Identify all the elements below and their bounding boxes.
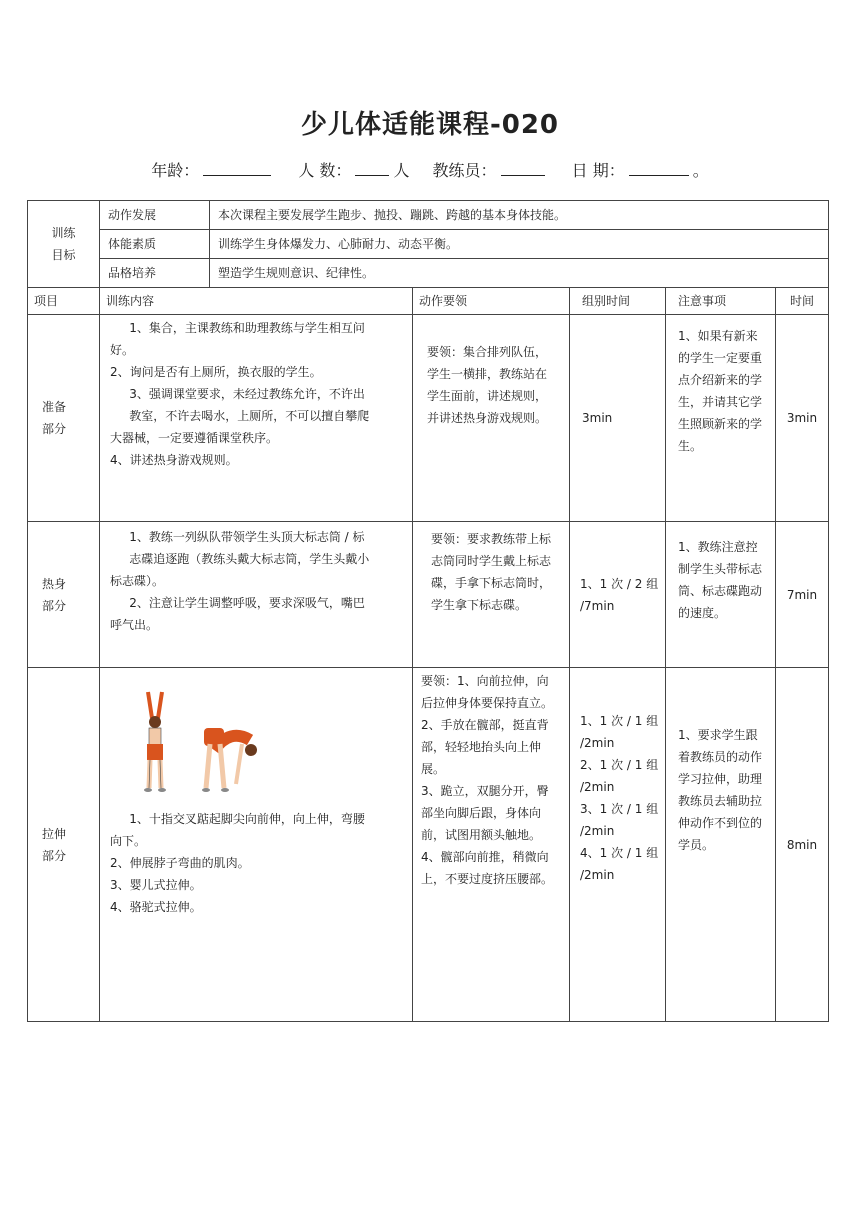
header-key-points: 动作要领 (413, 288, 570, 315)
section-name (28, 522, 100, 668)
goals-label-line-2: 目标 (51, 248, 76, 262)
content-line: 2、询问是否有上厕所，换衣服的学生。 (110, 365, 322, 379)
people-unit: 人 (393, 161, 410, 180)
content-line: 教室，不许去喝水，上厕所，不可以擅自攀爬 (129, 409, 370, 423)
content-line: 大器械，一定要遵循课堂秩序。 (110, 431, 279, 445)
table-row (28, 315, 829, 522)
goal-text: 训练学生身体爆发力、心肺耐力、动态平衡。 (210, 230, 829, 259)
key-points-text: 要领：集合排列队伍，学生一横排，教练站在学生面前，讲述规则，并讲述热身游戏规则。 (427, 345, 548, 425)
content-line: 2、伸展脖子弯曲的肌肉。 (110, 856, 250, 870)
notes (666, 522, 776, 668)
table-header-row (28, 288, 829, 315)
table-row (28, 522, 829, 668)
goal-text: 塑造学生规则意识、纪律性。 (210, 259, 829, 288)
page-title: 少儿体适能课程-020 (300, 110, 560, 140)
group-time-line: 3、1 次 / 1 组 /2min (580, 802, 663, 838)
group-time-line: 2、1 次 / 1 组 /2min (580, 758, 663, 794)
section-name-line-2: 部分 (42, 422, 67, 436)
goals-label-line-1: 训练 (51, 226, 76, 240)
time: 8min (776, 668, 829, 1022)
goals-table (27, 200, 829, 288)
group-time-line: 4、1 次 / 1 组 /2min (580, 846, 663, 882)
content-line: 志碟追逐跑（教练头戴大标志筒，学生头戴小 (129, 552, 370, 566)
goal-row (28, 259, 829, 288)
group-time: 3min (570, 315, 666, 522)
section-content (100, 315, 413, 522)
notes-text: 1、要求学生跟着教练员的动作学习拉伸，助理教练员去辅助拉伸动作不到位的学员。 (678, 728, 763, 852)
coach-field[interactable] (501, 161, 545, 176)
key-points (413, 315, 570, 522)
group-time: 1、1 次 / 2 组 /7min (570, 522, 666, 668)
group-time-line: 1、1 次 / 1 组 /2min (580, 714, 663, 750)
content-line: 4、讲述热身游戏规则。 (110, 453, 238, 467)
goal-label: 动作发展 (100, 201, 210, 230)
people-field[interactable] (355, 161, 389, 176)
section-name (28, 668, 100, 1022)
content-line: 2、注意让学生调整呼吸，要求深吸气，嘴巴 (129, 596, 365, 610)
content-line: 标志碟）。 (110, 574, 165, 588)
key-points-text: 2、手放在髋部，挺直背部，轻轻地抬头向上伸展。 (421, 718, 549, 776)
header-content: 训练内容 (100, 288, 413, 315)
stretching-figures-icon (110, 688, 406, 808)
content-line: 好。 (110, 343, 135, 357)
header-time: 时间 (776, 288, 829, 315)
age-field[interactable] (203, 161, 271, 176)
content-line: 3、强调课堂要求，未经过教练允许，不许出 (129, 387, 365, 401)
notes (666, 315, 776, 522)
group-time (570, 668, 666, 1022)
goal-text: 本次课程主要发展学生跑步、抛投、蹦跳、跨越的基本身体技能。 (210, 201, 829, 230)
key-points-text: 3、跪立，双腿分开，臀部坐向脚后跟，身体向前，试图用额头触地。 (421, 784, 549, 842)
people-label: 人 数： (298, 161, 352, 180)
goal-label: 体能素质 (100, 230, 210, 259)
content-line: 4、骆驼式拉伸。 (110, 900, 202, 914)
key-points-text: 4、髋部向前推，稍微向上，不要过度挤压腰部。 (421, 850, 554, 886)
section-name (28, 315, 100, 522)
key-points (413, 522, 570, 668)
age-label: 年龄： (151, 161, 200, 180)
section-name-line-1: 拉伸 (42, 826, 67, 841)
key-points-text: 要领：1、向前拉伸，向后拉伸身体要保持直立。 (421, 674, 554, 710)
notes-text: 1、如果有新来的学生一定要重点介绍新来的学生，并请其它学生照顾新来的学生。 (678, 329, 763, 453)
time: 3min (776, 315, 829, 522)
plan-table (27, 287, 829, 1022)
header-item: 项目 (28, 288, 100, 315)
header-group-time: 组别时间 (570, 288, 666, 315)
content-line: 1、集合，主课教练和助理教练与学生相互问 (129, 321, 365, 335)
goal-label: 品格培养 (100, 259, 210, 288)
notes-text: 1、教练注意控制学生头带标志筒、标志碟跑动的速度。 (678, 540, 763, 620)
course-meta (0, 158, 860, 181)
date-label: 日 期： (571, 161, 625, 180)
content-line: 3、婴儿式拉伸。 (110, 878, 202, 892)
section-name-line-2: 部分 (42, 598, 67, 613)
date-field[interactable] (629, 161, 689, 176)
section-name-line-1: 热身 (42, 576, 67, 591)
notes (666, 668, 776, 1022)
content-line: 1、十指交叉踮起脚尖向前伸，向上伸，弯腰 (129, 812, 365, 826)
coach-label: 教练员： (432, 161, 497, 180)
header-notes: 注意事项 (666, 288, 776, 315)
content-line: 1、教练一列纵队带领学生头顶大标志筒 / 标 (129, 530, 365, 544)
goal-row (28, 201, 829, 230)
section-name-line-2: 部分 (42, 848, 67, 863)
table-row (28, 668, 829, 1022)
content-line: 向下。 (110, 834, 147, 848)
end-mark: 。 (692, 161, 709, 180)
key-points-text: 要领：要求教练带上标志筒同时学生戴上标志碟，手拿下标志筒时，学生拿下标志碟。 (431, 532, 552, 612)
time: 7min (776, 522, 829, 668)
goals-section-label (28, 201, 100, 288)
content-line: 呼气出。 (110, 618, 159, 632)
section-name-line-1: 准备 (42, 400, 67, 414)
goal-row (28, 230, 829, 259)
section-content (100, 668, 413, 1022)
section-content (100, 522, 413, 668)
key-points (413, 668, 570, 1022)
